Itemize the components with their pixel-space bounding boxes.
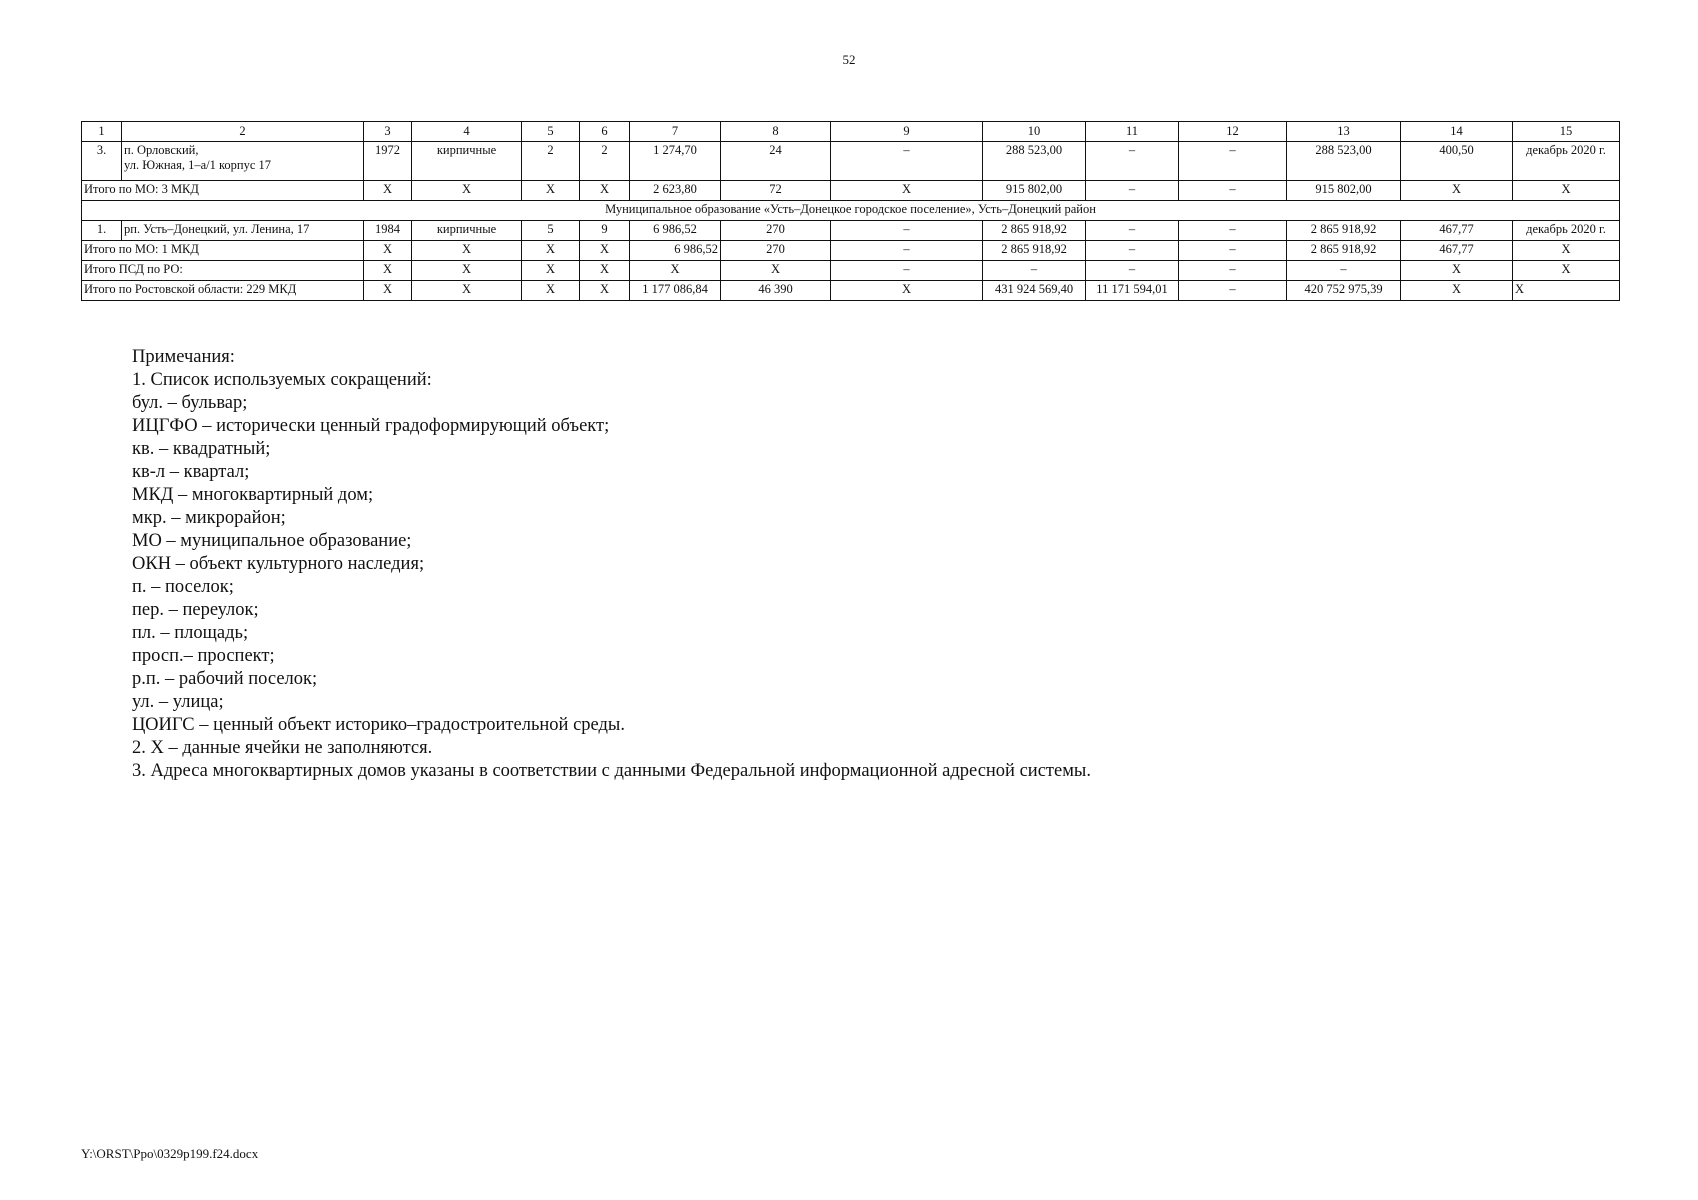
table-cell: 46 390: [721, 281, 831, 301]
abbreviation-item: пер. – переулок;: [132, 600, 259, 620]
area-cell: 1 274,70: [630, 142, 721, 181]
table-cell: –: [1179, 241, 1287, 261]
table-cell: 72: [721, 181, 831, 201]
address-line: п. Орловский,: [124, 143, 199, 157]
abbreviation-item: МО – муниципальное образование;: [132, 531, 412, 551]
header-cell: 9: [831, 122, 983, 142]
abbreviation-item: ИЦГФО – исторически ценный градоформирующий объект;: [132, 416, 610, 436]
table-cell: X: [364, 261, 412, 281]
notes-item: 3. Адреса многоквартирных домов указаны в соответствии с данными Федеральной информационной адресной системы.: [132, 761, 1091, 781]
entrances-cell: 9: [580, 221, 630, 241]
table-cell: X: [412, 281, 522, 301]
abbreviation-item: кв. – квадратный;: [132, 439, 271, 459]
floors-cell: 2: [522, 142, 580, 181]
header-cell: 4: [412, 122, 522, 142]
table-cell: X: [364, 181, 412, 201]
notes-item: 1. Список используемых сокращений:: [132, 370, 432, 390]
table-cell: 6 986,52: [630, 241, 721, 261]
table-cell: X: [522, 281, 580, 301]
table-cell: 420 752 975,39: [1287, 281, 1401, 301]
table-cell: –: [831, 142, 983, 181]
table-cell: 2 865 918,92: [1287, 221, 1401, 241]
table-cell: –: [1086, 221, 1179, 241]
header-cell: 14: [1401, 122, 1513, 142]
table-cell: X: [1401, 181, 1513, 201]
total-label: Итого ПСД по РО:: [82, 261, 364, 281]
table-cell: 400,50: [1401, 142, 1513, 181]
abbreviation-item: бул. – бульвар;: [132, 393, 248, 413]
header-cell: 15: [1513, 122, 1620, 142]
table-cell: X: [522, 261, 580, 281]
entrances-cell: 2: [580, 142, 630, 181]
file-path-footer: Y:\ORST\Ppo\0329p199.f24.docx: [81, 1146, 259, 1161]
table-cell: X: [364, 281, 412, 301]
table-cell: X: [580, 241, 630, 261]
header-cell: 2: [122, 122, 364, 142]
total-row: [82, 261, 1620, 281]
header-cell: 1: [82, 122, 122, 142]
table-cell: 288 523,00: [983, 142, 1086, 181]
section-row: [82, 201, 1620, 221]
abbreviation-item: ОКН – объект культурного наследия;: [132, 554, 425, 574]
abbreviation-item: просп.– проспект;: [132, 646, 275, 666]
main-table: [81, 121, 1620, 301]
header-cell: 5: [522, 122, 580, 142]
abbreviation-item: р.п. – рабочий поселок;: [132, 669, 318, 689]
table-cell: X: [580, 261, 630, 281]
address-line: ул. Южная, 1–а/1 корпус 17: [124, 158, 272, 172]
notes-section: [132, 346, 1612, 783]
table-cell: 288 523,00: [1287, 142, 1401, 181]
table-cell: 467,77: [1401, 221, 1513, 241]
abbreviation-item: п. – поселок;: [132, 577, 234, 597]
total-row: [82, 181, 1620, 201]
row-number: 3.: [82, 142, 122, 181]
table-cell: X: [412, 261, 522, 281]
table-cell: X: [412, 241, 522, 261]
table-cell: X: [522, 181, 580, 201]
table-cell: X: [1513, 241, 1620, 261]
table-cell: 915 802,00: [983, 181, 1086, 201]
table-cell: 915 802,00: [1287, 181, 1401, 201]
address-cell: рп. Усть–Донецкий, ул. Ленина, 17: [122, 221, 364, 241]
table-cell: –: [1179, 221, 1287, 241]
table-cell: X: [1513, 261, 1620, 281]
table-cell: –: [1086, 181, 1179, 201]
table-cell: –: [1287, 261, 1401, 281]
table-cell: –: [831, 261, 983, 281]
total-label: Итого по Ростовской области: 229 МКД: [82, 281, 364, 301]
abbreviation-item: ЦОИГС – ценный объект историко–градостроительной среды.: [132, 715, 625, 735]
header-cell: 3: [364, 122, 412, 142]
table-cell: X: [1401, 261, 1513, 281]
table-cell: X: [721, 261, 831, 281]
abbreviation-item: пл. – площадь;: [132, 623, 249, 643]
table-cell: 1 177 086,84: [630, 281, 721, 301]
table-cell: 270: [721, 241, 831, 261]
area-cell: 6 986,52: [630, 221, 721, 241]
date-cell: декабрь 2020 г.: [1513, 221, 1620, 241]
table-row: [82, 221, 1620, 241]
year-cell: 1972: [364, 142, 412, 181]
table-cell: X: [364, 241, 412, 261]
table-cell: X: [831, 281, 983, 301]
table-cell: 2 623,80: [630, 181, 721, 201]
table-cell: –: [1086, 261, 1179, 281]
table-cell: 11 171 594,01: [1086, 281, 1179, 301]
table-cell: –: [1179, 142, 1287, 181]
notes-title: Примечания:: [132, 347, 235, 367]
abbreviation-item: кв-л – квартал;: [132, 462, 250, 482]
table-cell: X: [522, 241, 580, 261]
header-cell: 13: [1287, 122, 1401, 142]
table-header-row: [82, 122, 1620, 142]
table-cell: 2 865 918,92: [983, 221, 1086, 241]
table-cell: 431 924 569,40: [983, 281, 1086, 301]
table-cell: –: [831, 241, 983, 261]
material-cell: кирпичные: [412, 142, 522, 181]
header-cell: 12: [1179, 122, 1287, 142]
table-cell: 467,77: [1401, 241, 1513, 261]
abbreviation-item: ул. – улица;: [132, 692, 224, 712]
table-cell: –: [1086, 142, 1179, 181]
table-cell: –: [1086, 241, 1179, 261]
section-title: Муниципальное образование «Усть–Донецкое городское поселение», Усть–Донецкий район: [82, 201, 1620, 221]
row-number: 1.: [82, 221, 122, 241]
year-cell: 1984: [364, 221, 412, 241]
header-cell: 6: [580, 122, 630, 142]
total-label: Итого по МО: 1 МКД: [82, 241, 364, 261]
table-cell: X: [630, 261, 721, 281]
abbreviation-item: мкр. – микрорайон;: [132, 508, 286, 528]
header-cell: 7: [630, 122, 721, 142]
page-number: 52: [842, 52, 856, 67]
header-cell: 11: [1086, 122, 1179, 142]
table-cell: X: [1513, 281, 1620, 301]
total-row: [82, 281, 1620, 301]
table-cell: X: [1513, 181, 1620, 201]
abbreviation-item: МКД – многоквартирный дом;: [132, 485, 374, 505]
notes-item: 2. X – данные ячейки не заполняются.: [132, 738, 433, 758]
material-cell: кирпичные: [412, 221, 522, 241]
table-cell: –: [983, 261, 1086, 281]
table-cell: –: [1179, 181, 1287, 201]
table-cell: X: [580, 181, 630, 201]
date-cell: декабрь 2020 г.: [1513, 142, 1620, 181]
table-cell: X: [580, 281, 630, 301]
table-cell: X: [1401, 281, 1513, 301]
table-cell: 2 865 918,92: [1287, 241, 1401, 261]
header-cell: 8: [721, 122, 831, 142]
floors-cell: 5: [522, 221, 580, 241]
address-cell: [122, 142, 364, 181]
table-cell: 2 865 918,92: [983, 241, 1086, 261]
table-cell: X: [412, 181, 522, 201]
table-cell: –: [831, 221, 983, 241]
table-cell: –: [1179, 261, 1287, 281]
total-label: Итого по МО: 3 МКД: [82, 181, 364, 201]
table-row: [82, 142, 1620, 181]
header-cell: 10: [983, 122, 1086, 142]
table-cell: –: [1179, 281, 1287, 301]
table-cell: X: [831, 181, 983, 201]
residents-cell: 270: [721, 221, 831, 241]
residents-cell: 24: [721, 142, 831, 181]
total-row: [82, 241, 1620, 261]
